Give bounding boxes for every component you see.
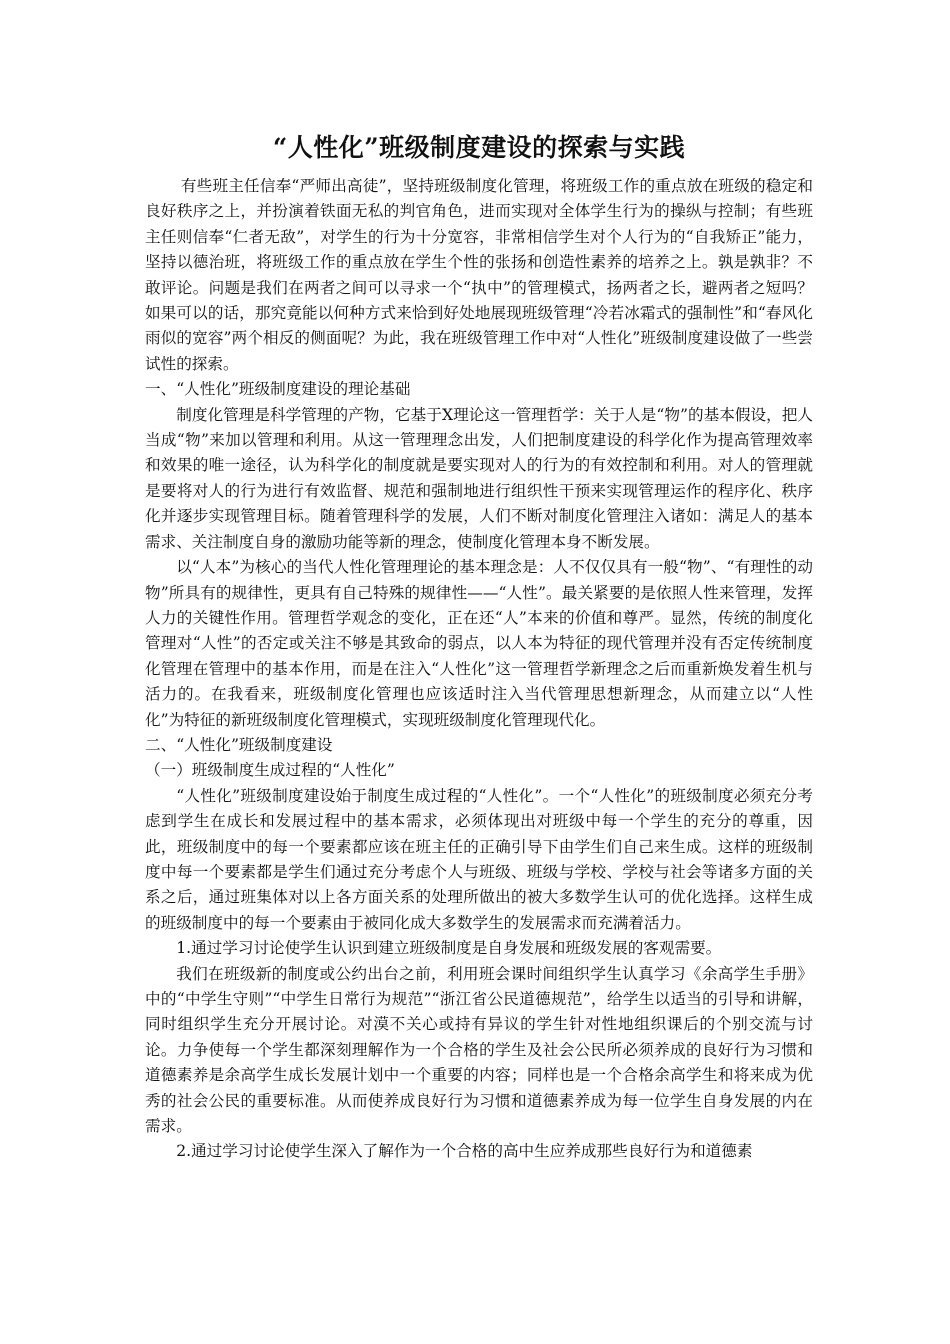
- list-item-2: 2.通过学习讨论使学生深入了解作为一个合格的高中生应养成那些良好行为和道德素: [176, 1142, 753, 1161]
- section1-paragraph-1: 制度化管理是科学管理的产物，它基于X理论这一管理哲学：关于人是“物”的基本假设，把人当成“物”来加以管理和利用。从这一管理理念出发，人们把制度建设的科学化作为提高管理效率和效果的唯一途径，认为科学化的制度就是要实现对人的行为的有效控制和利用。对人的管理就是要将对人的行为进行有效监督、规范和强制地进行组织性干预来实现管理运作的程序化、秩序化并逐步实现管理目标。随着管理科学的发展，人们不断对制度化管理注入诸如：满足人的基本需求、关注制度自身的激励功能等新的理念，使制度化管理本身不断发展。: [145, 405, 813, 551]
- section-heading-2: 二、“人性化”班级制度建设: [145, 735, 333, 754]
- subsection-heading-1: （一）班级制度生成过程的“人性化”: [145, 761, 395, 780]
- list-item-1: 1.通过学习讨论使学生认识到建立班级制度是自身发展和班级发展的客观需要。: [176, 939, 722, 958]
- list-item-1-paragraph: 我们在班级新的制度或公约出台之前，利用班会课时间组织学生认真学习《余高学生手册》中的“中学生守则”“中学生日常行为规范”“浙江省公民道德规范”，给学生以适当的引导和讲解，同时组织学生充分开展讨论。对漠不关心或持有异议的学生针对性地组织课后的个别交流与讨论。力争使每一个学生都深刻理解作为一个合格的学生及社会公民所必须养成的良好行为习惯和道德素养是余高学生成长发展计划中一个重要的内容；同样也是一个合格余高学生和将来成为优秀的社会公民的重要标准。从而使养成良好行为习惯和道德素养成为每一位学生自身发展的内在需求。: [145, 964, 813, 1136]
- document-page: [145, 128, 813, 1165]
- document-title: “人性化”班级制度建设的探索与实践: [272, 133, 686, 162]
- section-heading-1: 一、“人性化”班级制度建设的理论基础: [145, 380, 411, 399]
- intro-paragraph: 有些班主任信奉“严师出高徒”，坚持班级制度化管理，将班级工作的重点放在班级的稳定和良好秩序之上，并扮演着铁面无私的判官角色，进而实现对全体学生行为的操纵与控制；有些班主任则信奉“仁者无敌”，对学生的行为十分宽容，非常相信学生对个人行为的“自我矫正”能力，坚持以德治班，将班级工作的重点放在学生个性的张扬和创造性素养的培养之上。孰是孰非？不敢评论。问题是我们在两者之间可以寻求一个“执中”的管理模式，扬两者之长，避两者之短吗？如果可以的话，那究竟能以何种方式来恰到好处地展现班级管理“冷若冰霜式的强制性”和“春风化雨似的宽容”两个相反的侧面呢？为此，我在班级管理工作中对“人性化”班级制度建设做了一些尝试性的探索。: [145, 177, 813, 373]
- section1-paragraph-2: 以“人本”为核心的当代人性化管理理论的基本理念是：人不仅仅具有一般“物”、“有理性的动物”所具有的规律性，更具有自己特殊的规律性——“人性”。最关紧要的是依照人性来管理，发挥人力的关键性作用。管理哲学观念的变化，正在还“人”本来的价值和尊严。显然，传统的制度化管理对“人性”的否定或关注不够是其致命的弱点，以人本为特征的现代管理并没有否定传统制度化管理在管理中的基本作用，而是在注入“人性化”这一管理哲学新理念之后而重新焕发着生机与活力的。在我看来，班级制度化管理也应该适时注入当代管理思想新理念，从而建立以“人性化”为特征的新班级制度化管理模式，实现班级制度化管理现代化。: [145, 558, 813, 729]
- subsection1-paragraph-1: “人性化”班级制度建设始于制度生成过程的“人性化”。一个“人性化”的班级制度必须充分考虑到学生在成长和发展过程中的基本需求，必须体现出对班级中每一个学生的充分的尊重，因此，班级制度中的每一个要素都应该在班主任的正确引导下由学生们自己来生成。这样的班级制度中每一个要素都是学生们通过充分考虑个人与班级、班级与学校、学校与社会等诸多方面的关系之后，通过班集体对以上各方面关系的处理所做出的被大多数学生认可的优化选择。这样生成的班级制度中的每一个要素由于被同化成大多数学生的发展需求而充满着活力。: [145, 786, 813, 932]
